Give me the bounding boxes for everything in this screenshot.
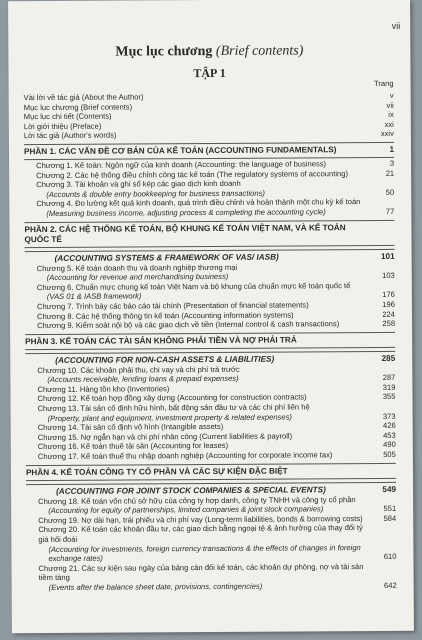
book-page — [8, 0, 414, 633]
chapter-page: 610 — [383, 552, 397, 562]
chapter-subtitle: (VAS 01 & IASB framework) — [46, 291, 142, 302]
chapter-text: Chương 6. Chuẩn mực chung kế toán Việt Nam và bộ khung của chuẩn mực kế toán quốc tế — [36, 280, 351, 292]
page-title — [8, 43, 410, 61]
toc-front-page: ix — [388, 110, 394, 120]
chapter-page: 426 — [382, 421, 396, 431]
page-number: vii — [391, 20, 401, 31]
chapter-text: Chương 3. Tài khoản và ghi sổ kép các giao dịch kinh doanh — [36, 178, 241, 190]
part-page: 101 — [380, 251, 395, 261]
chapter-item — [25, 364, 395, 385]
chapter-text: Chương 19. Nợ dài hạn, trái phiếu và chi phí vay (Long-term liabilities, bonds & borrowing costs) — [38, 513, 363, 525]
chapter-text: Chương 5. Kế toán doanh thu và doanh nghiệp thương mại — [36, 262, 238, 273]
trang-header: Trang — [373, 78, 394, 88]
chapter-text: Chương 20. Kế toán các khoản đầu tư, các giao dịch bằng ngoại tệ & ảnh hưởng của thay đổi tỷ giá hối đoái — [38, 523, 363, 545]
chapter-page: 505 — [383, 449, 396, 459]
toc-front-text: Vài lời về tác giả (About the Author) — [23, 92, 144, 103]
part-page: 285 — [381, 353, 396, 363]
toc-front-text: Lời tác giả (Author's words) — [23, 130, 117, 141]
chapter-page: 319 — [382, 382, 396, 392]
chapter-text: Chương 1. Kế toán: Ngôn ngữ của kinh doanh (Accounting: the language of business) — [36, 159, 327, 171]
chapter-page: 103 — [382, 271, 395, 281]
chapter-subtitle: (Accounting for revenue and merchandising business) — [46, 272, 229, 283]
chapter-item — [26, 450, 396, 462]
chapter-text: Chương 10. Các khoản phải thu, chi vay và chi phí trả trước — [37, 364, 240, 375]
toc-content — [24, 79, 397, 593]
part-title: PHẦN 4. KẾ TOÁN CÔNG TY CỔ PHẦN VÀ CÁC SỰ KIỆN ĐẶC BIỆT — [25, 466, 288, 477]
title-vi: Mục lục chương — [115, 43, 213, 60]
chapter-page: 287 — [382, 373, 396, 383]
toc-front-page: vii — [386, 100, 394, 110]
chapter-text: Chương 8. Các hệ thống thông tin kế toán (Accounting information systems) — [36, 309, 294, 321]
toc-front-page: v — [389, 90, 394, 100]
chapter-subtitle: (Accounting for investments, foreign currency transactions & the effects of changes in foreign exchange rates) — [48, 542, 361, 564]
chapter-text: Chương 14. Tài sản cố định vô hình (Intangible assets) — [37, 422, 224, 433]
chapter-page: 224 — [382, 309, 396, 319]
chapter-item — [27, 562, 397, 593]
chapter-text: Chương 17. Kế toán thuế thu nhập doanh nghiệp (Accounting for corporate income tax) — [37, 450, 333, 462]
part-heading — [25, 332, 395, 347]
chapter-item — [24, 197, 394, 218]
chapter-page: 258 — [382, 318, 396, 329]
part-page: 549 — [382, 484, 397, 494]
chapter-subtitle: (Measuring business income, adjusting process & completing the accounting cycle) — [46, 207, 326, 218]
chapter-page: 373 — [382, 411, 396, 421]
part-heading — [26, 462, 396, 477]
chapter-item — [25, 261, 395, 282]
toc-front-page: xxi — [384, 119, 394, 129]
toc-front-text: Mục lục chi tiết (Contents) — [23, 111, 112, 122]
part-title-en: (ACCOUNTING FOR NON-CASH ASSETS & LIABILITIES) — [55, 354, 275, 365]
chapter-item — [26, 494, 396, 515]
chapter-subtitle: (Accounts & double entry bookkeeping for business transactions) — [46, 188, 265, 199]
chapter-item — [26, 402, 396, 423]
chapter-item — [26, 523, 396, 564]
chapter-page: 490 — [383, 440, 396, 450]
chapter-page: 453 — [383, 430, 396, 440]
chapter-item — [24, 178, 394, 199]
chapter-text: Chương 18. Kế toán vốn chủ sở hữu của công ty hợp danh, công ty TNHH và công ty cổ phần — [38, 494, 356, 506]
toc-front-item — [24, 129, 394, 141]
chapter-text: Chương 12. Kế toán hợp đồng xây dựng (Accounting for construction contracts) — [37, 392, 307, 404]
part-heading — [24, 142, 394, 157]
separator — [25, 347, 395, 350]
chapter-text: Chương 2. Các hệ thống điều chỉnh công tác kế toán (The regulatory systems of accounting) — [36, 168, 349, 180]
chapter-text: Chương 11. Hàng tồn kho (Inventories) — [37, 384, 170, 394]
separator — [26, 477, 396, 480]
part-title: PHẦN 3. KẾ TOÁN CÁC TÀI SẢN KHÔNG PHẢI TIỀN VÀ NỢ PHẢI TRẢ — [25, 335, 297, 346]
chapter-item — [25, 319, 395, 331]
chapter-text: Chương 15. Nợ ngắn hạn và chi phí nhân công (Current liabilities & payroll) — [37, 431, 293, 442]
chapter-page: 551 — [383, 504, 397, 514]
chapter-page: 50 — [385, 187, 395, 197]
chapter-page: 3 — [389, 158, 395, 168]
chapter-text: Chương 21. Các sự kiện sau ngày của bảng cân đối kế toán, các khoản dự phòng, nợ và tài sản tiềm tàng — [38, 561, 364, 583]
chapter-text: Chương 16. Kế toán thuê tài sản (Accounting for leases) — [37, 441, 229, 452]
chapter-text: Chương 13. Tài sản cố định hữu hình, bất động sản đầu tư và các chi phí liên hệ — [37, 402, 310, 414]
chapter-subtitle: (Events after the balance sheet date, provisions, contingencies) — [48, 581, 263, 592]
chapter-text: Chương 4. Đo lường kết quả kinh doanh, quá trình điều chỉnh và hoàn thành một chu kỳ kế toán — [36, 197, 361, 209]
chapter-page: 176 — [382, 290, 395, 300]
chapter-page: 355 — [382, 392, 396, 402]
toc-front-text: Mục lục chương (Brief contents) — [23, 102, 133, 112]
part-heading — [24, 219, 394, 244]
chapter-subtitle: (Accounts receivable, lending loans & prepaid expenses) — [47, 374, 239, 385]
toc-front-page: xxiv — [380, 129, 394, 139]
chapter-page: 584 — [383, 513, 397, 523]
chapter-item — [25, 281, 395, 302]
part-title: PHẦN 1. CÁC VẤN ĐỀ CƠ BẢN CỦA KẾ TOÁN (ACCOUNTING FUNDAMENTALS) — [23, 145, 337, 157]
chapter-page: 196 — [382, 299, 395, 309]
part-title-en: (ACCOUNTING FOR JOINT STOCK COMPANIES & SPECIAL EVENTS) — [56, 484, 326, 496]
chapter-text: Chương 9. Kiểm soát nội bộ và các giao dịch về tiền (Internal control & cash transactions) — [37, 319, 340, 331]
chapter-page: 642 — [383, 580, 397, 590]
part-title: PHẦN 2. CÁC HỆ THỐNG KẾ TOÁN, BỘ KHUNG KẾ TOÁN VIỆT NAM, VÀ KẾ TOÁN QUỐC TẾ — [24, 222, 346, 244]
chapter-subtitle: (Accounting for equity of partnerships, limited companies & joint stock companies) — [48, 504, 324, 516]
chapter-page: 21 — [385, 168, 395, 178]
volume-label: TẬP 1 — [193, 65, 226, 81]
separator — [25, 244, 395, 247]
title-en: (Brief contents) — [215, 43, 304, 59]
part-title-en: (ACCOUNTING SYSTEMS & FRAMEWORK OF VAS/ IASB) — [54, 252, 279, 263]
part-page: 1 — [389, 144, 395, 154]
toc-front-text: Lời giới thiệu (Preface) — [23, 121, 102, 131]
chapter-text: Chương 7. Trình bày các báo cáo tài chính (Presentation of financial statements) — [36, 300, 309, 311]
chapter-page: 77 — [385, 206, 395, 216]
chapter-subtitle: (Property, plant and equipment, investment property & related expenses) — [47, 412, 292, 423]
